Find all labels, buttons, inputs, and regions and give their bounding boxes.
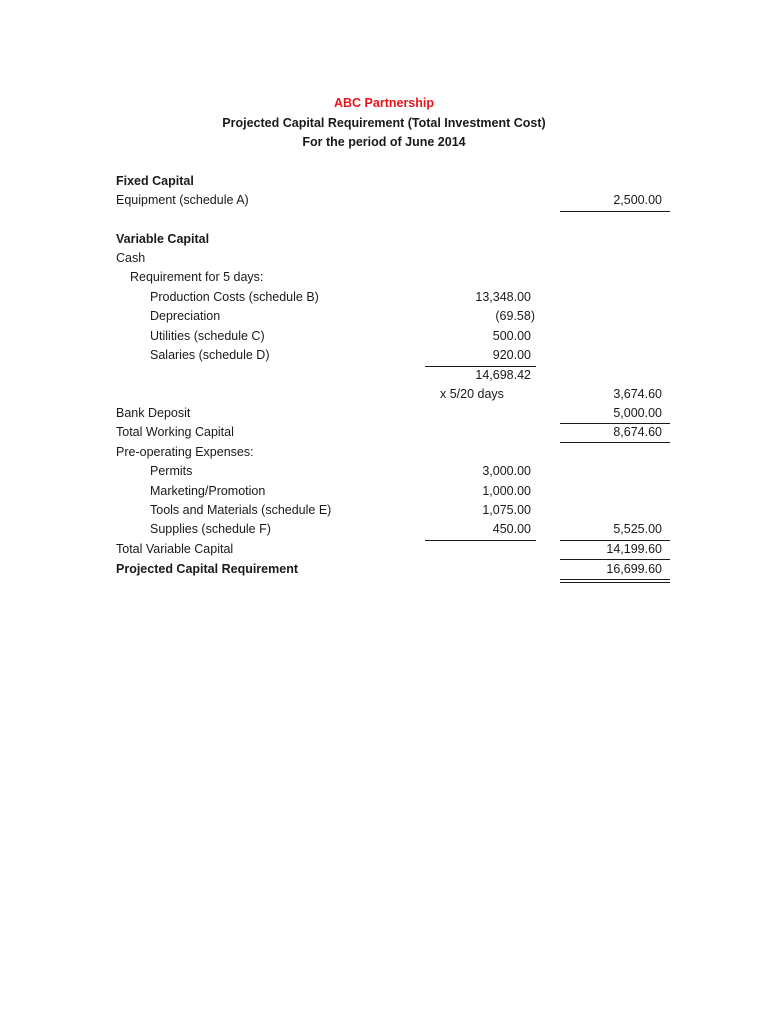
variable-capital-heading-row (0, 230, 768, 249)
working-capital-row (0, 423, 768, 442)
cash-ratio-row (0, 385, 768, 404)
utilities-label: Utilities (schedule C) (150, 329, 265, 343)
permits-value: 3,000.00 (482, 464, 531, 478)
production-costs-row (0, 288, 768, 307)
equipment-label: Equipment (schedule A) (116, 193, 249, 207)
projected-value: 16,699.60 (606, 562, 662, 576)
fixed-capital-heading-row (0, 172, 768, 191)
requirement-row (0, 268, 768, 287)
total-variable-label: Total Variable Capital (116, 542, 234, 556)
tools-label: Tools and Materials (schedule E) (150, 503, 332, 517)
marketing-row (0, 482, 768, 501)
equipment-underline (560, 211, 670, 212)
equipment-value: 2,500.00 (613, 193, 662, 207)
salaries-label: Salaries (schedule D) (150, 348, 270, 362)
fixed-capital-heading: Fixed Capital (116, 174, 194, 188)
utilities-value: 500.00 (492, 329, 531, 343)
tools-row (0, 501, 768, 520)
permits-row (0, 462, 768, 481)
working-capital-value: 8,674.60 (613, 425, 662, 439)
permits-label: Permits (150, 464, 193, 478)
working-capital-label: Total Working Capital (116, 425, 234, 439)
depreciation-row (0, 307, 768, 326)
salaries-value: 920.00 (492, 348, 531, 362)
requirement-label: Requirement for 5 days: (130, 270, 264, 284)
production-costs-label: Production Costs (schedule B) (150, 290, 319, 304)
cash-subtotal-row (0, 366, 768, 385)
projected-label: Projected Capital Requirement (116, 562, 298, 576)
cash-ratio-label: x 5/20 days (440, 387, 504, 401)
preop-heading-row (0, 443, 768, 462)
preop-heading: Pre-operating Expenses: (116, 445, 254, 459)
cash-row (0, 249, 768, 268)
salaries-row (0, 346, 768, 365)
cash-label: Cash (116, 251, 146, 265)
preop-total-value: 5,525.00 (613, 522, 662, 536)
depreciation-value: (69.58) (495, 309, 535, 323)
supplies-value: 450.00 (492, 522, 531, 536)
marketing-value: 1,000.00 (482, 484, 531, 498)
report-period: For the period of June 2014 (302, 135, 466, 149)
depreciation-label: Depreciation (150, 309, 221, 323)
total-variable-row (0, 540, 768, 559)
company-name: ABC Partnership (333, 96, 435, 110)
projected-row (0, 560, 768, 579)
marketing-label: Marketing/Promotion (150, 484, 266, 498)
supplies-row (0, 520, 768, 539)
equipment-row (0, 191, 768, 210)
cash-ratio-value: 3,674.60 (613, 387, 662, 401)
report-title: Projected Capital Requirement (Total Investment Cost) (222, 116, 546, 130)
total-variable-value: 14,199.60 (606, 542, 662, 556)
production-costs-value: 13,348.00 (475, 290, 531, 304)
bank-deposit-label: Bank Deposit (116, 406, 191, 420)
projected-double-rule-bottom (560, 582, 670, 583)
utilities-row (0, 327, 768, 346)
bank-deposit-value: 5,000.00 (613, 406, 662, 420)
cash-subtotal-value: 14,698.42 (475, 368, 531, 382)
bank-deposit-row (0, 404, 768, 423)
supplies-label: Supplies (schedule F) (150, 522, 271, 536)
tools-value: 1,075.00 (482, 503, 531, 517)
variable-capital-heading: Variable Capital (116, 232, 210, 246)
projected-double-rule-top (560, 579, 670, 580)
